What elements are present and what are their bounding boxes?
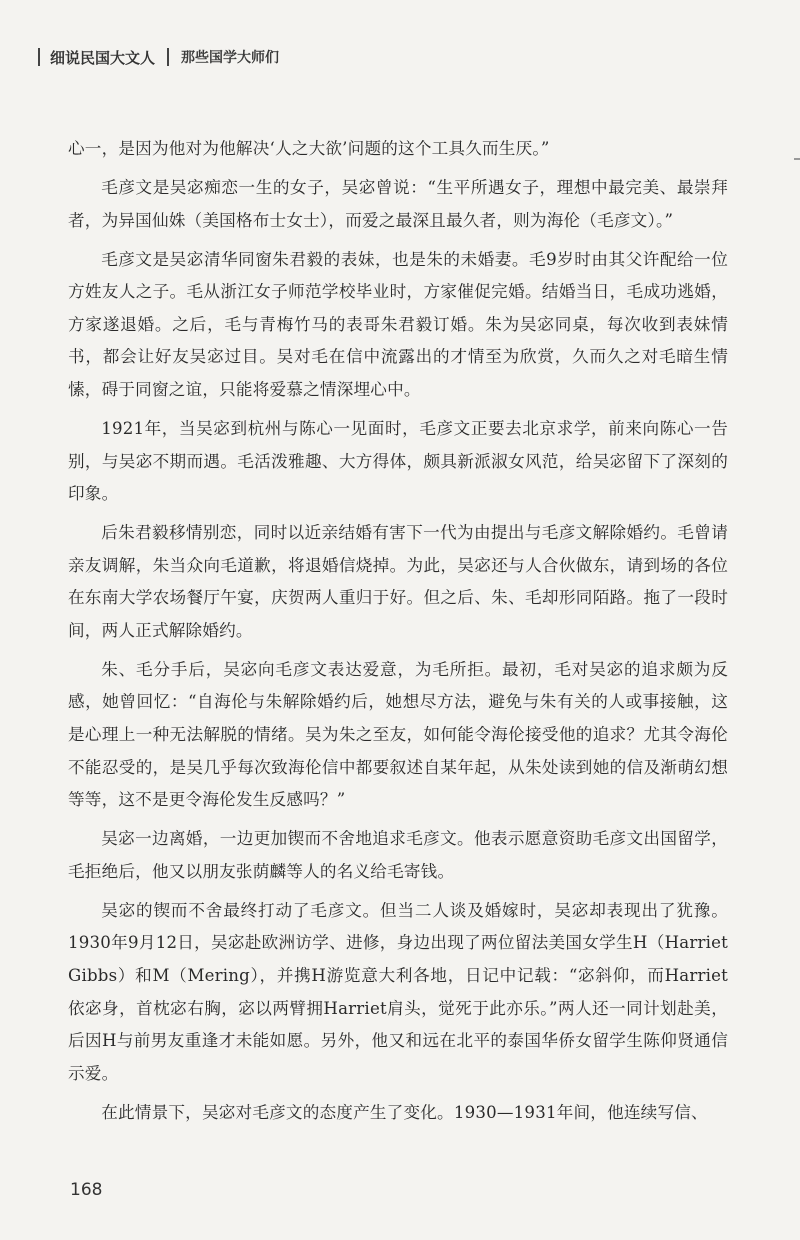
paragraph: 在此情景下，吴宓对毛彦文的态度产生了变化。1930—1931年间，他连续写信、 [101, 1102, 708, 1122]
paragraph: 吴宓一边离婚，一边更加锲而不舍地追求毛彦文。他表示愿意资助毛彦文出国留学，毛拒绝后，他又以朋友张荫麟等人的名义给毛寄钱。 [68, 829, 728, 881]
section-title: 那些国学大师们 [181, 50, 280, 66]
paragraph: 后朱君毅移情别恋，同时以近亲结婚有害下一代为由提出与毛彦文解除婚约。毛曾请亲友调解，朱当众向毛道歉，将退婚信烧掉。为此，吴宓还与人合伙做东，请到场的各位在东南大学农场餐厅午宴，庆贺两人重归于好。但之后、朱、毛却形同陌路。拖了一段时间，两人正式解除婚约。 [68, 523, 728, 640]
page-number: 168 [70, 1180, 103, 1200]
paragraph: 朱、毛分手后，吴宓向毛彦文表达爱意，为毛所拒。最初，毛对吴宓的追求颇为反感，她曾回忆：“自海伦与朱解除婚约后，她想尽方法，避免与朱有关的人或事接触，这是心理上一种无法解脱的情绪。吴为朱之至友，如何能令海伦接受他的追求？尤其令海伦不能忍受的，是吴几乎每次致海伦信中都要叙述自某年起，从朱处读到她的信及渐萌幻想等等，这不是更令海伦发生反感吗？” [68, 659, 728, 810]
paragraph: 心一，是因为他对为他解决‘人之大欲’问题的这个工具久而生厌。” [68, 139, 550, 158]
paragraph: 毛彦文是吴宓清华同窗朱君毅的表妹，也是朱的未婚妻。毛9岁时由其父许配给一位方姓友人之子。毛从浙江女子师范学校毕业时，方家催促完婚。结婚当日，毛成功逃婚，方家遂退婚。之后，毛与青梅竹马的表哥朱君毅订婚。朱为吴宓同桌，每次收到表妹情书，都会让好友吴宓过目。吴对毛在信中流露出的才情至为欣赏，久而久之对毛暗生情愫，碍于同窗之谊，只能将爱慕之情深埋心中。 [68, 249, 728, 399]
header-divider [38, 48, 40, 66]
book-title: 细说民国大文人 [50, 48, 156, 67]
paragraph: 1921年，当吴宓到杭州与陈心一见面时，毛彦文正要去北京求学，前来向陈心一告别，与吴宓不期而遇。毛活泼雅趣、大方得体，颇具新派淑女风范，给吴宓留下了深刻的印象。 [68, 418, 728, 504]
running-header [38, 44, 279, 70]
paragraph: 毛彦文是吴宓痴恋一生的女子，吴宓曾说：“生平所遇女子，理想中最完美、最崇拜者，为异国仙姝（美国格布士女士），而爱之最深且最久者，则为海伦（毛彦文）。” [68, 177, 728, 230]
body-text [68, 133, 728, 1136]
header-divider [167, 48, 169, 66]
paragraph: 吴宓的锲而不舍最终打动了毛彦文。但当二人谈及婚嫁时，吴宓却表现出了犹豫。1930年9月12日，吴宓赴欧洲访学、进修，身边出现了两位留法美国女学生H（Harriet Gibbs）和M（Mering），并携H游览意大利各地，日记中记载：“宓斜仰，而Harriet依宓身，首枕宓右胸，宓以两臂拥Harriet肩头，觉死于此亦乐。”两人还一同计划赴美，后因H与前男友重逢才未能如愿。另外，他又和远在北平的泰国华侨女留学生陈仰贤通信示爱。 [68, 900, 728, 1083]
page-edge-mark [794, 158, 800, 160]
